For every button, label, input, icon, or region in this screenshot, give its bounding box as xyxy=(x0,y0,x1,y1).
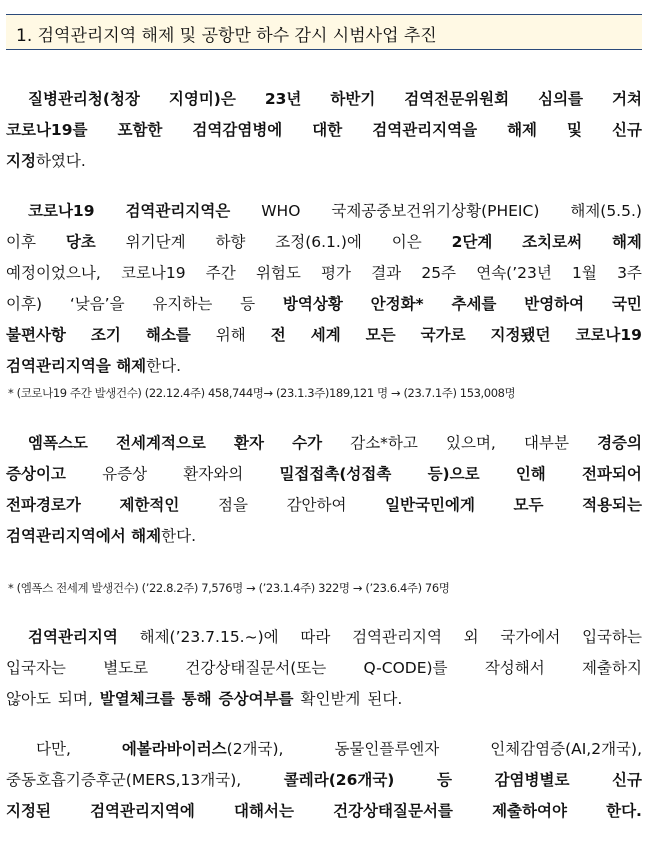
word: 전세계적으로 xyxy=(116,434,206,452)
word: 검역관리지역에 xyxy=(90,802,195,820)
word: 검역관리지역 xyxy=(352,628,442,646)
word: 이은 xyxy=(391,233,422,251)
word: 모두 xyxy=(513,496,544,514)
word: 위해 xyxy=(215,326,246,344)
word: 조기 xyxy=(90,326,121,344)
word: 코로나19 xyxy=(120,264,186,282)
word: 적용되는 xyxy=(582,496,642,514)
text-line xyxy=(6,653,642,684)
word: 거쳐 xyxy=(612,90,642,108)
text-line xyxy=(6,765,642,796)
word: 지정 xyxy=(6,152,36,170)
word: 확인받게 xyxy=(300,690,361,708)
word: 한다. xyxy=(161,527,197,545)
word: 지영미)은 xyxy=(168,90,236,108)
word: 코로나19 xyxy=(575,326,642,344)
word: 다만, xyxy=(36,740,71,758)
word: 전파경로가 xyxy=(6,496,81,514)
word: 발열체크를 xyxy=(99,690,175,708)
word: 통해 xyxy=(181,690,212,708)
word: 방역상황 xyxy=(282,295,343,313)
word: 전파되어 xyxy=(582,465,642,483)
text-line xyxy=(6,428,642,459)
section-title: 1. 검역관리지역 해제 및 공항만 하수 감시 시범사업 추진 xyxy=(16,26,437,46)
word: 코로나19를 xyxy=(6,121,88,139)
text-line xyxy=(6,796,642,827)
word: 2단계 xyxy=(451,233,493,251)
word: 결과 xyxy=(371,264,402,282)
word: 해제 xyxy=(507,121,538,139)
word: 유지하는 xyxy=(152,295,213,313)
word: 국제공중보건위기상황(PHEIC) xyxy=(331,202,540,220)
word: 입국자는 xyxy=(6,659,66,677)
word: 심의를 xyxy=(538,90,584,108)
footnote-covid: * (코로나19 주간 발생건수) (22.12.4주) 458,744명→ (23.1.3주)189,121 명 → (23.7.1주) 153,008명 xyxy=(8,386,516,400)
word: 포함한 xyxy=(117,121,163,139)
word: 위기단계 xyxy=(125,233,186,251)
word: 당초 xyxy=(65,233,96,251)
word: 증상여부를 xyxy=(218,690,294,708)
word: 되며, xyxy=(57,690,93,708)
word: 검역감염병에 xyxy=(192,121,283,139)
word: 감염병별로 xyxy=(494,771,570,789)
footnote-mpox: * (엠폭스 전세계 발생건수) (’22.8.2주) 7,576명 → (’23.1.4주) 322명 → (’23.6.4주) 76명 xyxy=(8,581,450,595)
text-line xyxy=(6,490,642,521)
word: 작성해서 xyxy=(484,659,545,677)
word: 일반국민에게 xyxy=(385,496,475,514)
word: 예정이었으나, xyxy=(6,264,101,282)
word: 연속(’23년 xyxy=(476,264,552,282)
word: 및 xyxy=(567,121,583,139)
word: 있으며, xyxy=(446,434,496,452)
word: 이후 xyxy=(6,233,36,251)
text-line xyxy=(6,115,642,146)
text-line xyxy=(6,521,642,552)
word: 제한적인 xyxy=(119,496,180,514)
word: 추세를 xyxy=(451,295,497,313)
word: 검역전문위원회 xyxy=(404,90,510,108)
word: 동물인플루엔자 xyxy=(334,740,440,758)
section-header xyxy=(6,14,642,50)
word: 않아도 xyxy=(6,690,51,708)
text-line xyxy=(6,227,642,258)
word: 증상이고 xyxy=(6,465,66,483)
word: 엠폭스도 xyxy=(28,434,88,452)
word: 점을 xyxy=(218,496,248,514)
word: 별도로 xyxy=(103,659,149,677)
word: 검역관리지역은 xyxy=(125,202,231,220)
word: WHO xyxy=(261,202,301,220)
word: 환자 xyxy=(234,434,264,452)
word: 대부분 xyxy=(524,434,569,452)
word: 하향 xyxy=(215,233,246,251)
word: 된다. xyxy=(367,690,403,708)
word: 23년 xyxy=(264,90,302,108)
paragraph-4 xyxy=(6,622,642,715)
word: 제출하지 xyxy=(582,659,642,677)
word: 해소를 xyxy=(145,326,191,344)
word: 하반기 xyxy=(330,90,376,108)
word: 지정된 xyxy=(6,802,51,820)
word: 검역관리지역 xyxy=(28,628,118,646)
word: 대한 xyxy=(312,121,343,139)
word: 감소*하고 xyxy=(350,434,418,452)
word: 검역관리지역에서 해제 xyxy=(6,527,162,545)
word: 불편사항 xyxy=(6,326,66,344)
word: 입국하는 xyxy=(582,628,642,646)
word: Q-CODE)를 xyxy=(363,659,448,677)
word: 세계 xyxy=(310,326,341,344)
word: 한다. xyxy=(606,802,642,820)
word: 해제 xyxy=(611,233,642,251)
word: 검역관리지역을 해제 xyxy=(6,357,147,375)
word: 1월 xyxy=(572,264,597,282)
word: 전 xyxy=(270,326,286,344)
word: 모든 xyxy=(365,326,396,344)
text-line xyxy=(6,196,642,227)
word: 하였다. xyxy=(35,152,86,170)
paragraph-5 xyxy=(6,734,642,827)
word: 외 xyxy=(463,628,479,646)
text-line xyxy=(6,320,642,351)
word: 검역관리지역을 xyxy=(372,121,478,139)
word: 한다. xyxy=(146,357,182,375)
word: 안정화* xyxy=(370,295,424,313)
paragraph-3 xyxy=(6,428,642,552)
word: 질병관리청(청장 xyxy=(28,90,140,108)
word: 반영하여 xyxy=(524,295,585,313)
text-line xyxy=(6,351,642,382)
word: ‘낮음’을 xyxy=(69,295,125,313)
word: 밀접접촉(성접촉 xyxy=(279,465,392,483)
text-line xyxy=(6,622,642,653)
word: 따라 xyxy=(300,628,331,646)
text-line xyxy=(6,84,642,115)
word-group: 에볼라바이러스(2개국), xyxy=(121,740,284,758)
paragraph-1 xyxy=(6,84,642,177)
word: 유증상 xyxy=(102,465,148,483)
word: 해제(’23.7.15.~)에 xyxy=(139,628,279,646)
word: 건강상태질문서를 xyxy=(333,802,453,820)
word: 제출하여야 xyxy=(492,802,567,820)
word: 조정(6.1.)에 xyxy=(275,233,362,251)
word: 이후) xyxy=(6,295,42,313)
text-line xyxy=(6,734,642,765)
text-line xyxy=(6,684,642,715)
word: 조치로써 xyxy=(522,233,583,251)
word: 신규 xyxy=(612,771,642,789)
word: 인해 xyxy=(515,465,546,483)
word: 해제(5.5.) xyxy=(570,202,642,220)
word: 인체감염증(AI,2개국), xyxy=(490,740,642,758)
word: 코로나19 xyxy=(28,202,95,220)
word: 등 xyxy=(436,771,452,789)
word: 수가 xyxy=(292,434,323,452)
word: 지정됐던 xyxy=(490,326,551,344)
word: 경증의 xyxy=(597,434,642,452)
text-line xyxy=(6,258,642,289)
word: 등)으로 xyxy=(427,465,480,483)
word: 신규 xyxy=(612,121,642,139)
word: 국가로 xyxy=(420,326,466,344)
paragraph-2 xyxy=(6,196,642,382)
word: 위험도 xyxy=(255,264,301,282)
word: 건강상태질문서(또는 xyxy=(185,659,327,677)
word: 대해서는 xyxy=(234,802,294,820)
word: 3주 xyxy=(617,264,642,282)
text-line xyxy=(6,146,642,177)
text-line xyxy=(6,459,642,490)
text-line xyxy=(6,289,642,320)
word: 감안하여 xyxy=(286,496,347,514)
word: 25주 xyxy=(421,264,457,282)
word: 중동호흡기증후군(MERS,13개국), xyxy=(6,771,242,789)
word: 국민 xyxy=(611,295,642,313)
word: 환자와의 xyxy=(183,465,244,483)
word: 등 xyxy=(240,295,256,313)
word: 콜레라(26개국) xyxy=(283,771,395,789)
word: 주간 xyxy=(205,264,236,282)
word: 국가에서 xyxy=(500,628,561,646)
word: 평가 xyxy=(321,264,351,282)
